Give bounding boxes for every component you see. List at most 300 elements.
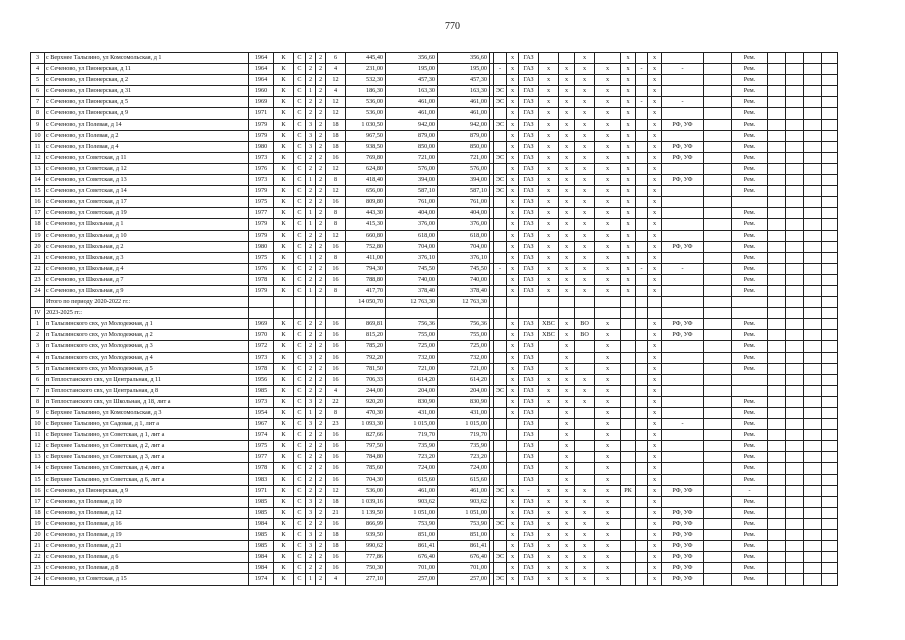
entrances-cell: 2 <box>316 219 326 230</box>
table-cell-c12 <box>662 197 704 208</box>
row-number: 1 <box>31 319 45 330</box>
total-area-cell: 415,30 <box>346 219 386 230</box>
total-area-cell: 660,80 <box>346 230 386 241</box>
table-cell-c6: х <box>559 330 575 341</box>
table-cell-c13 <box>704 130 732 141</box>
type-cell: С <box>294 363 306 374</box>
table-cell-x4 <box>822 297 838 308</box>
residential-area-cell: 614,20 <box>438 374 490 385</box>
table-cell-x3 <box>804 197 822 208</box>
table-cell-x4 <box>822 152 838 163</box>
row-number: 9 <box>31 119 45 130</box>
table-cell-c13 <box>704 530 732 541</box>
table-cell-c2 <box>494 319 507 330</box>
table-cell-c6: х <box>559 152 575 163</box>
table-cell-c11: х <box>648 163 662 174</box>
table-cell-c7: х <box>575 518 595 529</box>
table-cell-x4 <box>822 197 838 208</box>
residential-area-cell: 457,30 <box>438 75 490 86</box>
repair-type-cell <box>732 374 768 385</box>
table-cell-c11: х <box>648 408 662 419</box>
table-cell-c12 <box>662 385 704 396</box>
floors-cell: 2 <box>306 263 316 274</box>
table-cell-c9 <box>621 541 636 552</box>
total-area-cell: 656,00 <box>346 186 386 197</box>
row-number: 22 <box>31 263 45 274</box>
repair-type-cell: Рем. <box>732 319 768 330</box>
repair-type-cell: Рем. <box>732 441 768 452</box>
table-cell-c11: х <box>648 452 662 463</box>
total-area-cell: 794,30 <box>346 263 386 274</box>
address-cell: п Теплостанского свх, ул Школьная, д 18, лит а <box>45 396 249 407</box>
table-cell-c11: х <box>648 75 662 86</box>
table-row <box>31 463 838 474</box>
table-cell-x2 <box>786 130 804 141</box>
address-cell: с Сеченово, ул Полевая, д 10 <box>45 496 249 507</box>
entrances-cell: 2 <box>316 119 326 130</box>
table-cell-c11: х <box>648 263 662 274</box>
table-cell-c9 <box>621 341 636 352</box>
table-cell-x2 <box>786 496 804 507</box>
table-cell-c5: х <box>539 530 559 541</box>
table-cell-c2 <box>494 541 507 552</box>
table-cell-c5: х <box>539 518 559 529</box>
repair-type-cell: Рем. <box>732 507 768 518</box>
year-cell: 1977 <box>249 452 274 463</box>
table-cell-c10: - <box>636 97 648 108</box>
table-cell-c9: х <box>621 97 636 108</box>
address-cell: п Талызинского свх, ул Молодежная, д 5 <box>45 363 249 374</box>
table-cell-c4: ГАЗ <box>519 263 539 274</box>
table-cell-c8: х <box>595 563 621 574</box>
residential-area-cell: 376,10 <box>438 252 490 263</box>
table-cell-x4 <box>822 186 838 197</box>
table-cell-c11 <box>648 297 662 308</box>
table-cell-c13 <box>704 308 732 319</box>
table-cell-c4: ГАЗ <box>519 152 539 163</box>
apartments-cell: 12 <box>326 230 346 241</box>
table-cell-c3: х <box>507 541 519 552</box>
residential-area-cell: 756,36 <box>438 319 490 330</box>
repair-type-cell: Рем. <box>732 53 768 64</box>
table-cell-c5: х <box>539 230 559 241</box>
table-cell-x2 <box>786 108 804 119</box>
total-area-cell: 784,80 <box>346 452 386 463</box>
table-cell-x1 <box>768 130 786 141</box>
table-cell-c12 <box>662 86 704 97</box>
table-cell-x1 <box>768 197 786 208</box>
table-cell-c11: х <box>648 541 662 552</box>
table-cell-c8: х <box>595 330 621 341</box>
floors-cell <box>306 297 316 308</box>
table-cell-c12 <box>662 130 704 141</box>
address-cell: с Сеченово, ул Полевая, д 16 <box>45 518 249 529</box>
row-number: 3 <box>31 53 45 64</box>
apartments-cell: 16 <box>326 263 346 274</box>
table-cell-c12: - <box>662 263 704 274</box>
table-cell-c7: х <box>575 119 595 130</box>
living-area-cell: 614,20 <box>386 374 438 385</box>
table-cell-c2: ЭС <box>494 175 507 186</box>
table-cell-c4: ГАЗ <box>519 241 539 252</box>
table-cell-c11: х <box>648 141 662 152</box>
year-cell: 1979 <box>249 230 274 241</box>
living-area-cell: 735,90 <box>386 441 438 452</box>
table-cell-c3: х <box>507 485 519 496</box>
table-row <box>31 574 838 585</box>
table-cell-c10 <box>636 75 648 86</box>
year-cell: 1967 <box>249 419 274 430</box>
address-cell: с Сеченово, ул Школьная, д 1 <box>45 219 249 230</box>
table-cell-c12 <box>662 430 704 441</box>
table-cell-c11: х <box>648 252 662 263</box>
table-cell-c3: х <box>507 186 519 197</box>
table-cell-c6: х <box>559 363 575 374</box>
table-cell-x3 <box>804 152 822 163</box>
table-cell-x2 <box>786 419 804 430</box>
table-cell-x2 <box>786 463 804 474</box>
total-area-cell: 809,80 <box>346 197 386 208</box>
table-cell-x4 <box>822 452 838 463</box>
total-area-cell: 769,80 <box>346 152 386 163</box>
repair-type-cell: Рем. <box>732 574 768 585</box>
table-cell-c2 <box>494 53 507 64</box>
type-cell: С <box>294 219 306 230</box>
table-cell-c8: х <box>595 75 621 86</box>
table-cell-x1 <box>768 252 786 263</box>
table-cell-c8: х <box>595 419 621 430</box>
table-cell-c7 <box>575 463 595 474</box>
table-cell-x1 <box>768 474 786 485</box>
table-cell-c13 <box>704 374 732 385</box>
table-cell-x3 <box>804 308 822 319</box>
material-cell: К <box>274 152 294 163</box>
table-row <box>31 230 838 241</box>
type-cell: С <box>294 86 306 97</box>
material-cell: К <box>274 419 294 430</box>
table-cell-c6: х <box>559 130 575 141</box>
table-cell-x3 <box>804 518 822 529</box>
table-cell-x1 <box>768 363 786 374</box>
apartments-cell: 8 <box>326 252 346 263</box>
address-cell: с Сеченово, ул Полевая, д 2 <box>45 130 249 141</box>
year-cell: 1979 <box>249 186 274 197</box>
table-cell-c12: РФ, УФ <box>662 552 704 563</box>
total-area-cell: 14 050,70 <box>346 297 386 308</box>
address-cell: с Сеченово, ул Советская, д 17 <box>45 197 249 208</box>
floors-cell: 1 <box>306 252 316 263</box>
floors-cell: 2 <box>306 152 316 163</box>
floors-cell: 2 <box>306 241 316 252</box>
table-cell-c12: РФ, УФ <box>662 175 704 186</box>
year-cell <box>249 308 274 319</box>
year-cell: 1964 <box>249 64 274 75</box>
total-area-cell: 777,86 <box>346 552 386 563</box>
table-cell-c5: ХВС <box>539 319 559 330</box>
residential-area-cell: 755,00 <box>438 330 490 341</box>
table-cell-x1 <box>768 285 786 296</box>
table-cell-c13 <box>704 430 732 441</box>
material-cell: К <box>274 319 294 330</box>
floors-cell: 2 <box>306 230 316 241</box>
table-cell-x2 <box>786 285 804 296</box>
table-cell-c12: РФ, УФ <box>662 530 704 541</box>
table-cell-x3 <box>804 574 822 585</box>
table-cell-c2: ЭС <box>494 574 507 585</box>
address-cell: с Сеченово, ул Полевая, д 12 <box>45 507 249 518</box>
table-row <box>31 485 838 496</box>
table-cell-c7: х <box>575 274 595 285</box>
table-cell-c5: х <box>539 552 559 563</box>
table-cell-c5: х <box>539 141 559 152</box>
table-cell-c3: х <box>507 263 519 274</box>
table-cell-c13 <box>704 385 732 396</box>
table-cell-x4 <box>822 274 838 285</box>
year-cell: 1979 <box>249 219 274 230</box>
table-cell-x4 <box>822 130 838 141</box>
table-cell-c9: х <box>621 230 636 241</box>
table-cell-c5: х <box>539 485 559 496</box>
table-cell-c3: х <box>507 230 519 241</box>
entrances-cell: 2 <box>316 152 326 163</box>
table-cell-x4 <box>822 396 838 407</box>
table-cell-c7: х <box>575 186 595 197</box>
table-cell-c12 <box>662 352 704 363</box>
table-cell-c10 <box>636 130 648 141</box>
table-cell-c5: х <box>539 274 559 285</box>
address-cell: с Сеченово, ул Советская, д 11 <box>45 152 249 163</box>
year-cell: 1985 <box>249 541 274 552</box>
table-cell-c13 <box>704 363 732 374</box>
entrances-cell: 2 <box>316 330 326 341</box>
table-row <box>31 64 838 75</box>
table-cell-c7: х <box>575 396 595 407</box>
type-cell: С <box>294 141 306 152</box>
residential-area-cell: 587,10 <box>438 186 490 197</box>
residential-area-cell: 732,00 <box>438 352 490 363</box>
table-cell-c4: ГАЗ <box>519 330 539 341</box>
floors-cell: 2 <box>306 186 316 197</box>
table-cell-c2 <box>494 530 507 541</box>
table-cell-x2 <box>786 86 804 97</box>
table-cell-c5 <box>539 430 559 441</box>
entrances-cell: 2 <box>316 130 326 141</box>
table-cell-c9: х <box>621 208 636 219</box>
residential-area-cell: 676,40 <box>438 552 490 563</box>
repair-type-cell: Рем. <box>732 419 768 430</box>
row-number: 18 <box>31 507 45 518</box>
type-cell: С <box>294 319 306 330</box>
table-cell-c11: х <box>648 363 662 374</box>
repair-type-cell <box>732 385 768 396</box>
type-cell: С <box>294 518 306 529</box>
table-cell-c5 <box>539 308 559 319</box>
table-cell-c4: ГАЗ <box>519 352 539 363</box>
address-cell: с Сеченово, ул Советская, д 14 <box>45 186 249 197</box>
type-cell: С <box>294 152 306 163</box>
table-cell-c5: х <box>539 285 559 296</box>
table-cell-c12 <box>662 396 704 407</box>
table-cell-c10 <box>636 408 648 419</box>
repair-type-cell <box>732 297 768 308</box>
material-cell: К <box>274 408 294 419</box>
table-cell-c6: х <box>559 141 575 152</box>
table-cell-c13 <box>704 119 732 130</box>
total-area-cell: 470,30 <box>346 408 386 419</box>
table-row <box>31 530 838 541</box>
table-cell-x3 <box>804 119 822 130</box>
table-cell-c9: х <box>621 75 636 86</box>
type-cell: С <box>294 53 306 64</box>
floors-cell: 3 <box>306 141 316 152</box>
table-cell-c9 <box>621 496 636 507</box>
year-cell: 1964 <box>249 53 274 64</box>
table-cell-c11: х <box>648 274 662 285</box>
table-cell-c11: х <box>648 474 662 485</box>
housing-table-body <box>31 53 838 586</box>
residential-area-cell: 942,00 <box>438 119 490 130</box>
apartments-cell: 12 <box>326 163 346 174</box>
table-cell-x3 <box>804 430 822 441</box>
table-cell-x3 <box>804 474 822 485</box>
type-cell: С <box>294 252 306 263</box>
table-row <box>31 419 838 430</box>
table-cell-c4: ГАЗ <box>519 507 539 518</box>
table-cell-x2 <box>786 241 804 252</box>
table-cell-x2 <box>786 352 804 363</box>
table-row <box>31 552 838 563</box>
living-area-cell: 457,30 <box>386 75 438 86</box>
table-cell-c12 <box>662 341 704 352</box>
table-cell-c9 <box>621 474 636 485</box>
living-area-cell: 721,00 <box>386 363 438 374</box>
table-cell-c10 <box>636 274 648 285</box>
table-cell-c7 <box>575 308 595 319</box>
table-cell-c13 <box>704 208 732 219</box>
table-cell-c10 <box>636 308 648 319</box>
table-cell-c3: х <box>507 385 519 396</box>
table-cell-c8: х <box>595 274 621 285</box>
row-number: 7 <box>31 97 45 108</box>
table-row <box>31 86 838 97</box>
table-cell-x2 <box>786 297 804 308</box>
table-cell-x3 <box>804 141 822 152</box>
address-cell: Итого по периоду 2020-2022 гг.: <box>45 297 249 308</box>
table-cell-c3 <box>507 452 519 463</box>
entrances-cell: 2 <box>316 208 326 219</box>
apartments-cell: 16 <box>326 518 346 529</box>
table-cell-x1 <box>768 441 786 452</box>
material-cell: К <box>274 530 294 541</box>
table-cell-c13 <box>704 97 732 108</box>
table-cell-c5 <box>539 53 559 64</box>
table-cell-c2 <box>494 452 507 463</box>
address-cell: с Сеченово, ул Советская, д 12 <box>45 163 249 174</box>
table-cell-c5: х <box>539 108 559 119</box>
year-cell: 1975 <box>249 252 274 263</box>
table-cell-x1 <box>768 563 786 574</box>
table-cell-c6: х <box>559 263 575 274</box>
table-cell-c6: х <box>559 552 575 563</box>
year-cell: 1973 <box>249 152 274 163</box>
material-cell: К <box>274 463 294 474</box>
floors-cell: 2 <box>306 452 316 463</box>
table-cell-c8: х <box>595 541 621 552</box>
year-cell: 1960 <box>249 86 274 97</box>
table-cell-c13 <box>704 541 732 552</box>
table-cell-c13 <box>704 341 732 352</box>
table-cell-c2 <box>494 297 507 308</box>
row-number: 16 <box>31 197 45 208</box>
year-cell: 1984 <box>249 518 274 529</box>
table-cell-c10 <box>636 175 648 186</box>
table-cell-c8 <box>595 53 621 64</box>
living-area-cell: 618,00 <box>386 230 438 241</box>
table-cell-c3: х <box>507 197 519 208</box>
table-row <box>31 152 838 163</box>
table-cell-c11: х <box>648 430 662 441</box>
table-cell-x1 <box>768 219 786 230</box>
table-cell-x4 <box>822 208 838 219</box>
living-area-cell: 378,40 <box>386 285 438 296</box>
table-cell-x1 <box>768 86 786 97</box>
table-cell-c2 <box>494 363 507 374</box>
residential-area-cell: 725,00 <box>438 341 490 352</box>
table-cell-c11: х <box>648 341 662 352</box>
entrances-cell: 2 <box>316 463 326 474</box>
table-cell-c11: х <box>648 119 662 130</box>
table-cell-c2 <box>494 252 507 263</box>
table-cell-c9: х <box>621 274 636 285</box>
type-cell: С <box>294 330 306 341</box>
table-cell-x2 <box>786 263 804 274</box>
entrances-cell: 2 <box>316 175 326 186</box>
table-cell-c9: х <box>621 263 636 274</box>
table-cell-c9 <box>621 308 636 319</box>
table-cell-c6: х <box>559 507 575 518</box>
table-cell-c11: х <box>648 64 662 75</box>
table-cell-c6: х <box>559 419 575 430</box>
living-area-cell: 676,40 <box>386 552 438 563</box>
repair-type-cell: Рем. <box>732 208 768 219</box>
entrances-cell: 2 <box>316 64 326 75</box>
table-cell-c6: х <box>559 241 575 252</box>
table-cell-c3: х <box>507 252 519 263</box>
living-area-cell: 701,00 <box>386 563 438 574</box>
table-row <box>31 507 838 518</box>
living-area-cell: 195,00 <box>386 64 438 75</box>
table-cell-c12: - <box>662 64 704 75</box>
entrances-cell: 2 <box>316 53 326 64</box>
table-cell-c4: ГАЗ <box>519 474 539 485</box>
table-cell-c4: ГАЗ <box>519 230 539 241</box>
table-cell-x2 <box>786 408 804 419</box>
table-cell-c2: ЭС <box>494 186 507 197</box>
row-number: 20 <box>31 241 45 252</box>
table-cell-c10 <box>636 563 648 574</box>
table-cell-c5: х <box>539 152 559 163</box>
table-cell-c8: х <box>595 219 621 230</box>
table-cell-c13 <box>704 396 732 407</box>
row-number: 6 <box>31 374 45 385</box>
material-cell: К <box>274 518 294 529</box>
table-cell-c13 <box>704 419 732 430</box>
apartments-cell: 8 <box>326 208 346 219</box>
repair-type-cell: Рем. <box>732 530 768 541</box>
table-cell-x3 <box>804 241 822 252</box>
table-cell-c8: х <box>595 474 621 485</box>
table-cell-x4 <box>822 75 838 86</box>
